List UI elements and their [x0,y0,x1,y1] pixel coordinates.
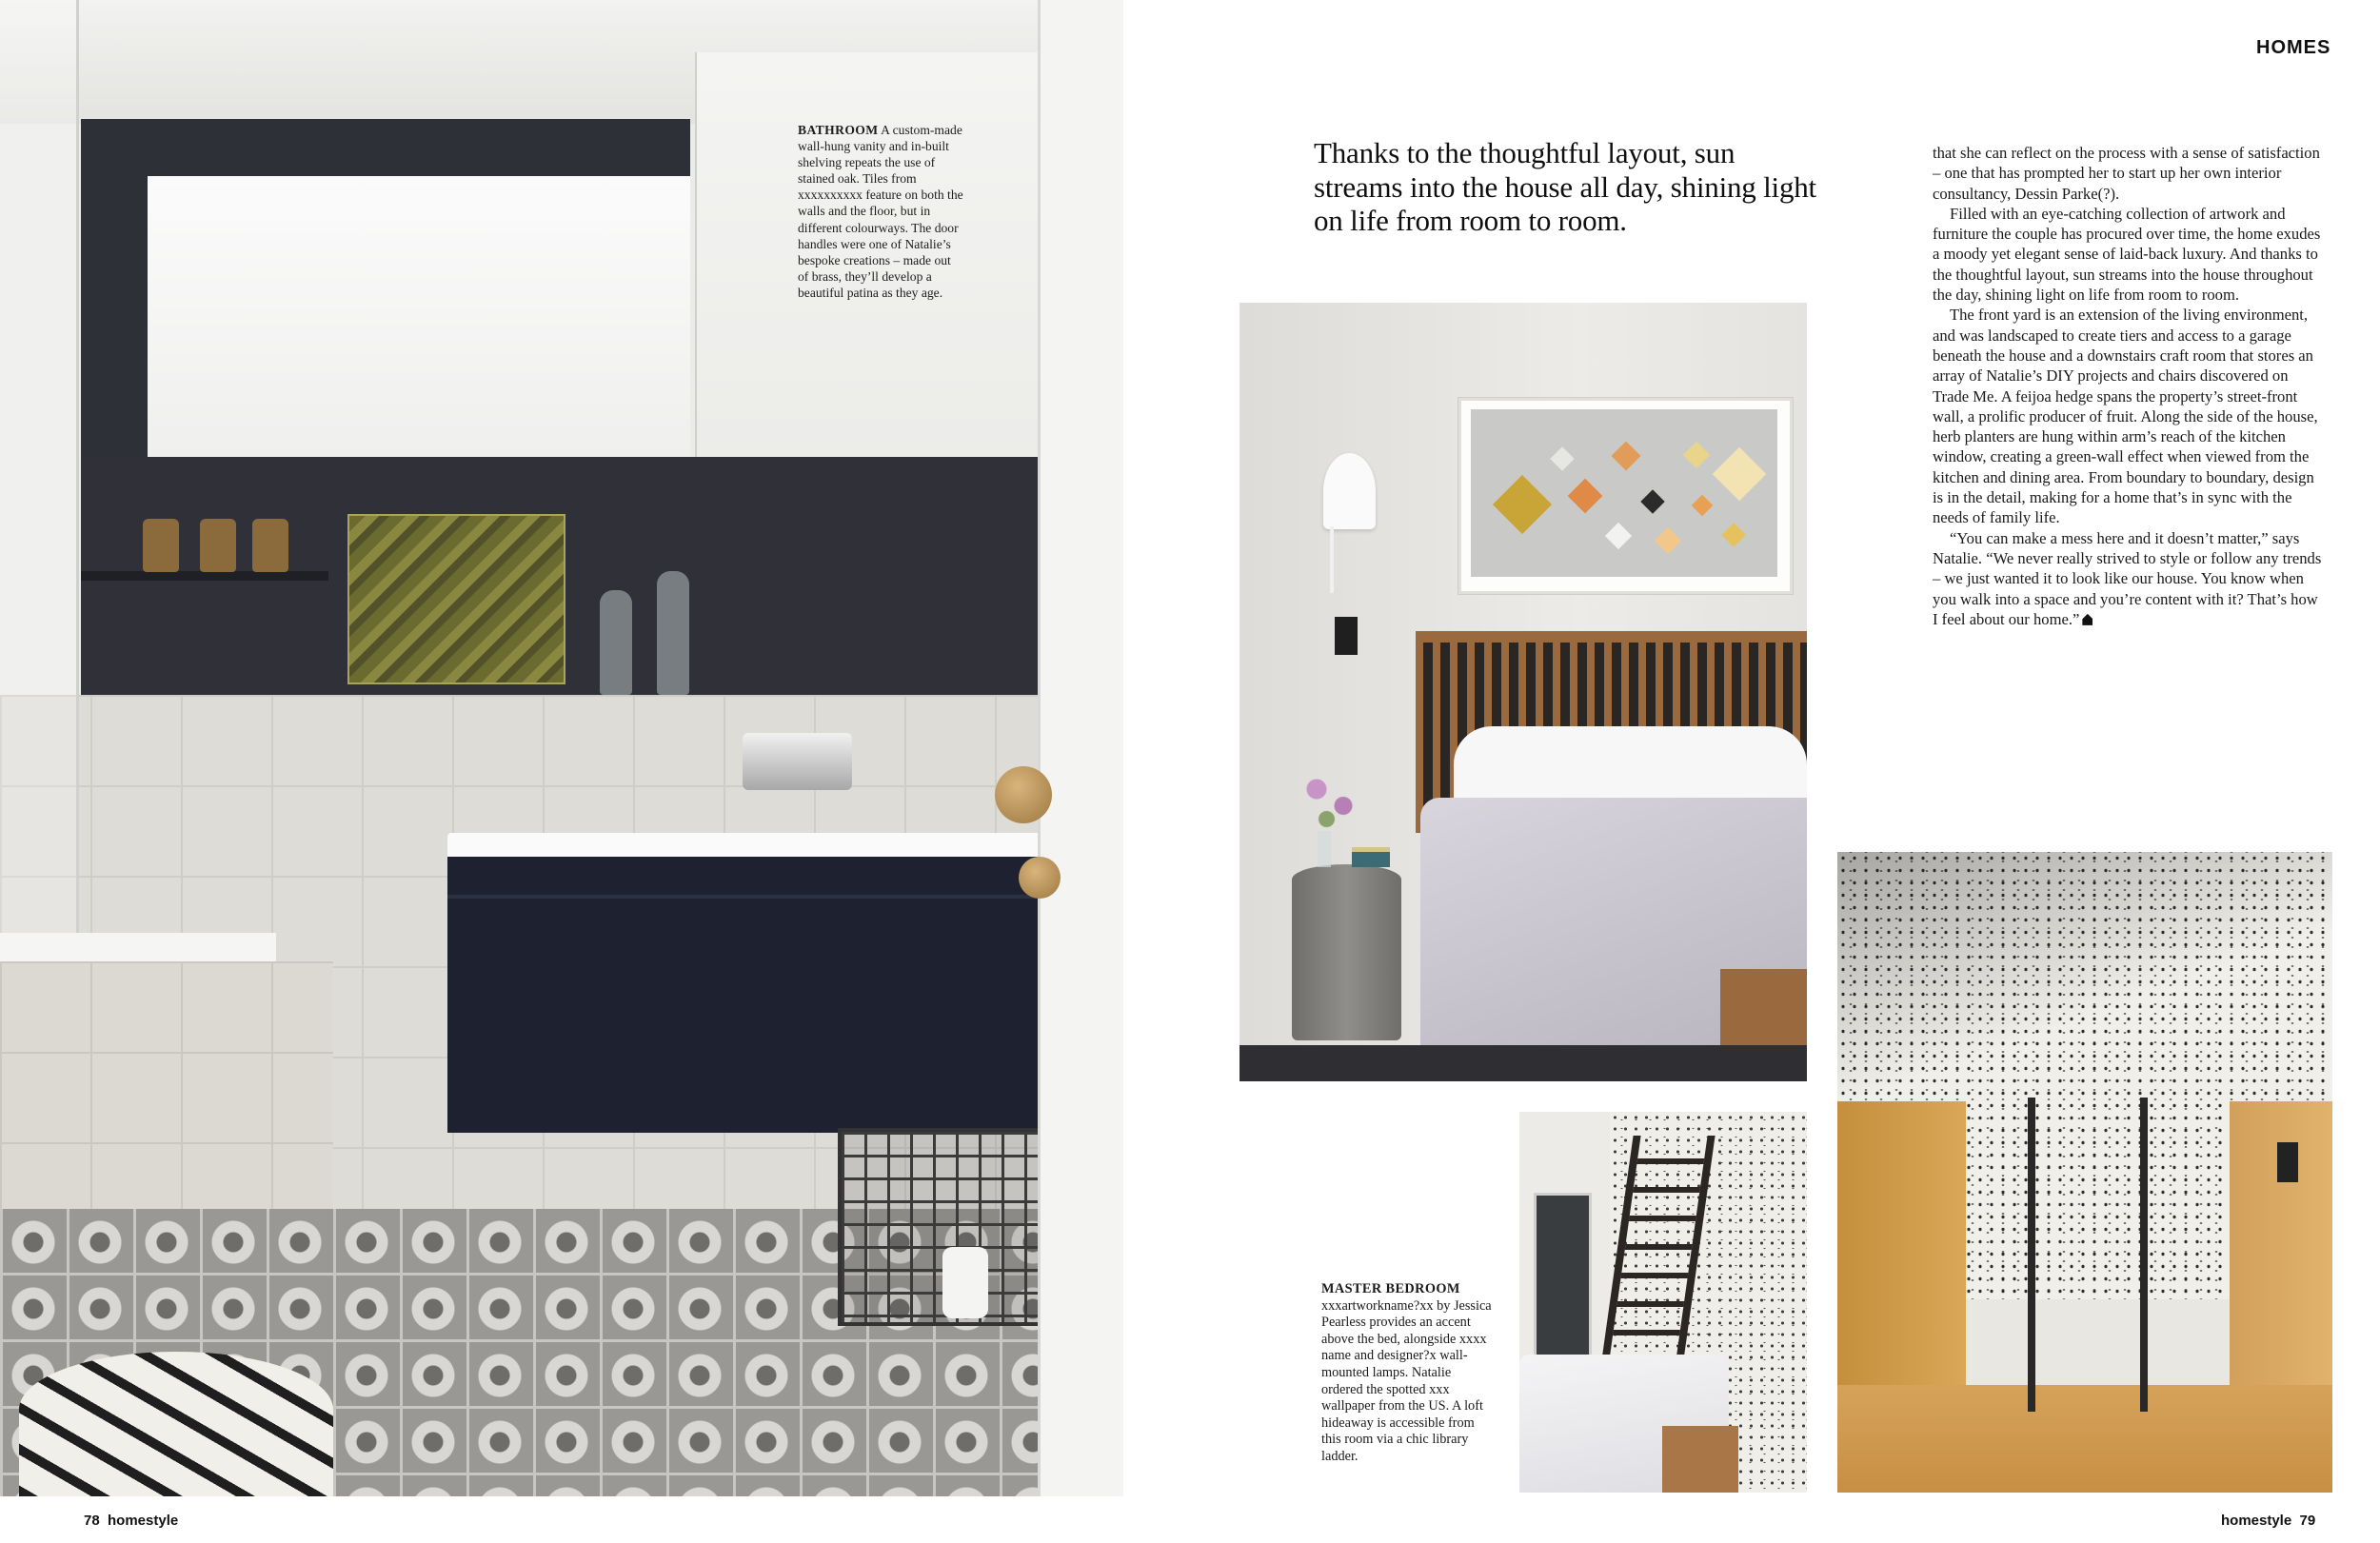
folio-left: 78 homestyle [84,1513,179,1529]
photo-shelf [81,571,328,581]
photo-bathtub [0,933,276,965]
house-icon [2082,614,2092,625]
photo-lamp-arm [1330,526,1334,593]
master-bedroom-caption [1321,1281,1493,1466]
photo-vanity-edge [447,895,1057,899]
photo-plywood-floor [1837,1385,2332,1493]
photo-flowers [1297,769,1363,836]
folio-right: homestyle 79 [2221,1513,2316,1529]
photo-wall-lamp [1323,453,1376,529]
photo-books [1352,847,1390,867]
loft-ladder-photo [1519,1112,1807,1493]
bathroom-caption-heading: BATHROOM [798,123,879,137]
photo-tap [743,733,852,790]
photo-ladder-rail [2028,1098,2035,1412]
master-bedroom-caption-text: xxxartworkname?xx by Jessica Pearless provides an accent above the bed, alongside xxxx name and designer?x wall-mounted lamps. Natalie ordered the spotted xxx wallpaper from the US. A loft hideaway is accessible from this room via a chic library ladder. [1321,1297,1492,1464]
photo-light-switch [1335,617,1358,655]
photo-brass-handle [995,766,1052,823]
photo-jar [252,519,288,572]
photo-window [148,176,690,457]
loft-hideaway-photo [1837,852,2332,1493]
photo-brass-handle [1019,857,1061,899]
photo-brass-artwork [347,514,565,684]
photo-jar [143,519,179,572]
photo-floor [1240,1045,1807,1081]
photo-doorway [1534,1193,1592,1360]
photo-door [1038,0,1123,1496]
photo-bed-frame [1662,1426,1738,1493]
body-paragraph: Filled with an eye-catching collection of artwork and furniture the couple has procured over time, the home exudes a moody yet elegant sense of laid-back luxury. And thanks to the thoughtful layout, sun streams into the house throughout the day, shining light on life from room to room. [1933,204,2321,305]
body-paragraph-text: “You can make a mess here and it doesn’t matter,” says Natalie. “We never really strived to style or follow any trends – we just wanted it to look like our house. You know when you walk into a space and you’re content with it? That’s how I feel about our home.” [1933,528,2322,628]
photo-jar [200,519,236,572]
master-bedroom-caption-heading: MASTER BEDROOM [1321,1281,1460,1296]
photo-vase [1318,831,1331,867]
bathroom-caption [798,122,964,301]
section-label: HOMES [2256,37,2331,58]
body-paragraph [1933,528,2323,629]
master-bedroom-photo [1240,303,1807,1081]
photo-bottle [600,590,632,695]
body-paragraph: The front yard is an extension of the living environment, and was landscaped to create tiers and access to a garage beneath the house and a downstairs craft room that stores an array of Natalie’s DIY projects and chairs discovered on Trade Me. A feijoa hedge spans the property’s street-front wall, a prolific producer of fruit. Along the side of the house, herb planters are hung within arm’s reach of the kitchen window, creating a green-wall effect when viewed from the kitchen and dining area. From boundary to boundary, design is in the detail, making for a home that’s in sync with the needs of family life. [1933,306,2318,527]
photo-shadow [1837,852,2332,1137]
bathroom-caption-text: A custom-made wall-hung vanity and in-built shelving repeats the use of stained oak. Tiles from xxxxxxxxxx feature on both the walls and the floor, but in different colourways. The door handles were one of Natalie’s bespoke creations – made out of brass, they’ll develop a beautiful patina as they age. [798,123,963,300]
photo-ladder-rail [2140,1098,2148,1412]
photo-side-table [1292,864,1401,1040]
photo-toilet-roll [942,1247,988,1318]
pull-quote: Thanks to the thoughtful layout, sun streams into the house all day, shining light on life from room to room. [1314,136,1816,237]
body-text [1933,143,2323,629]
photo-shower-screen [0,0,79,1028]
photo-bath-surround [0,961,333,1209]
body-paragraph: that she can reflect on the process with a sense of satisfaction – one that has prompted her to start up her own interior consultancy, Dessin Parke(?). [1933,144,2320,203]
photo-bottle [657,571,689,695]
photo-light-switch [2277,1142,2298,1182]
photo-rug [19,1352,333,1496]
